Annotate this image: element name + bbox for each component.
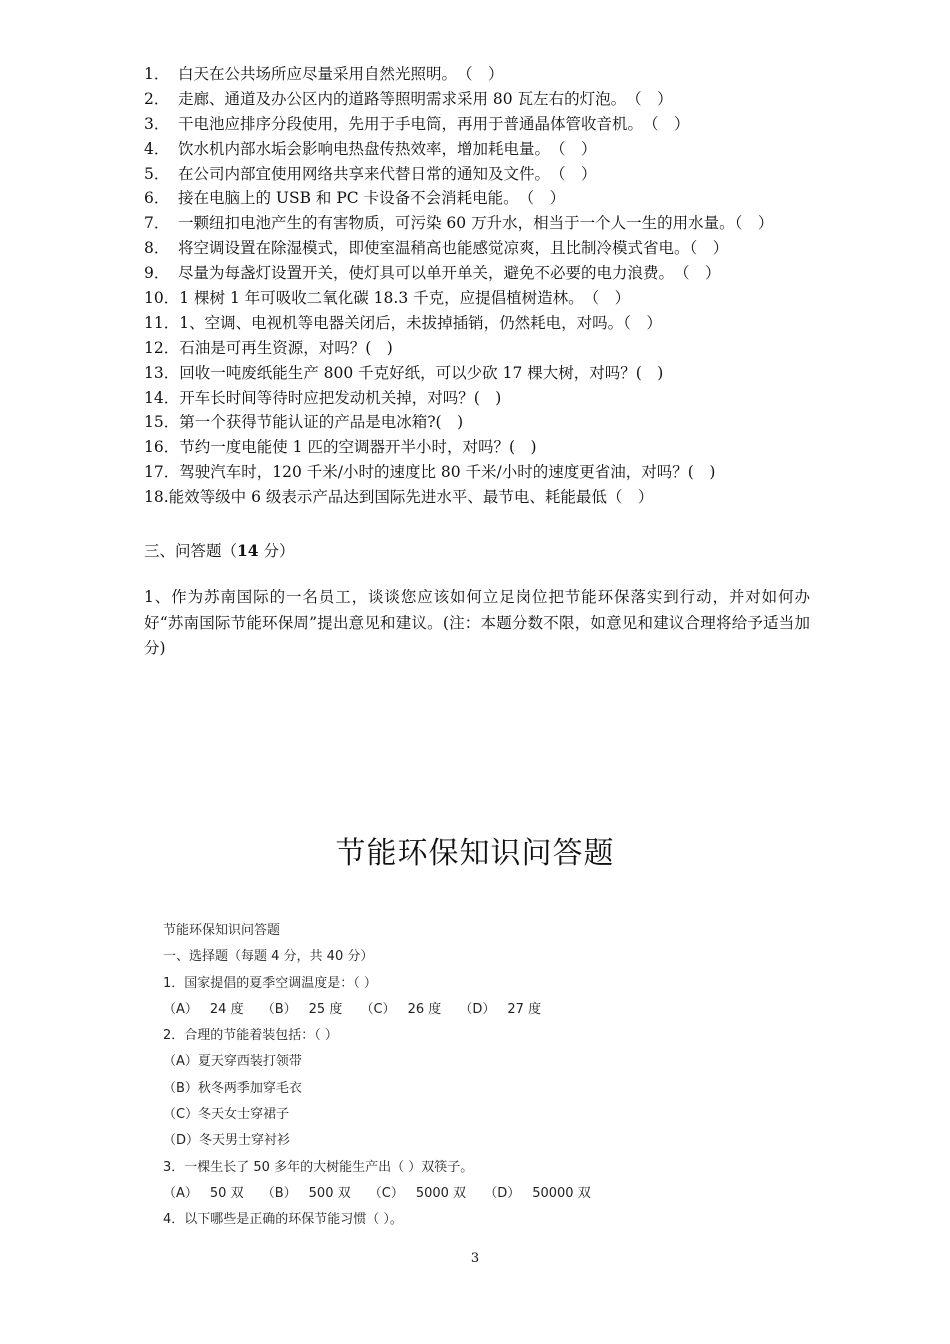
list-item: [144, 162, 824, 187]
question-2-option-b: （B）秋冬两季加穿毛衣: [163, 1080, 302, 1096]
item-text: 开车长时间等待时应把发动机关掉，对吗？( ): [179, 388, 502, 407]
list-item: [144, 87, 824, 112]
item-text: 白天在公共场所应尽量采用自然光照明。 （ ）: [178, 65, 504, 83]
option-a: （A） 50 双: [163, 1185, 244, 1201]
essay-question: 1、作为苏南国际的一名员工，谈谈您应该如何立足岗位把节能环保落实到行动，并对如何办好“苏南国际节能环保周”提出意见和建议。(注：本题分数不限，如意见和建议合理将给予适当加分): [144, 588, 810, 657]
list-item: [144, 236, 824, 261]
item-text: 节约一度电能使 1 匹的空调器开半小时，对吗？( ): [179, 438, 537, 457]
question-3-options: [163, 1181, 803, 1207]
section-3-points: 14: [237, 541, 259, 560]
item-number: 14．: [144, 388, 180, 407]
list-item: [144, 137, 824, 162]
list-item: [144, 311, 824, 336]
item-text: 能效等级中 6 级表示产品达到国际先进水平、最节电、耗能最低（ ）: [168, 488, 654, 507]
list-item: [144, 435, 824, 460]
item-number: 13．: [144, 363, 180, 382]
list-item: [144, 336, 824, 361]
page-number: 3: [470, 1251, 480, 1266]
list-item: [144, 261, 824, 286]
option-a: （A） 24 度: [163, 1001, 244, 1017]
item-number: 9．: [144, 264, 170, 283]
item-text: 尽量为每盏灯设置开关，使灯具可以单开单关，避免不必要的电力浪费。 （ ）: [178, 264, 721, 283]
item-number: 16．: [144, 438, 180, 457]
question-2-option-d: （D）冬天男士穿衬衫: [163, 1133, 291, 1149]
list-item: [144, 410, 824, 435]
item-number: 17．: [144, 463, 180, 482]
list-item: [144, 361, 824, 386]
item-text: 干电池应排序分段使用，先用于手电筒，再用于普通晶体管收音机。 （ ）: [178, 114, 690, 133]
option-c: （C） 5000 双: [368, 1185, 467, 1201]
list-item: [144, 211, 824, 236]
item-number: 7．: [144, 214, 170, 233]
item-text: 驾驶汽车时，120 千米/小时的速度比 80 千米/小时的速度更省油，对吗？( ): [179, 463, 716, 482]
question-1: 1．国家提倡的夏季空调温度是：（ ）: [163, 975, 377, 991]
section-3-suffix: 分）: [258, 542, 295, 560]
section-3-label: 三、问答题（: [144, 542, 238, 560]
item-text: 回收一吨废纸能生产 800 千克好纸，可以少砍 17 棵大树，对吗？( ): [179, 363, 664, 382]
item-text: 1、空调、电视机等电器关闭后，未拔掉插销，仍然耗电，对吗。（ ）: [179, 313, 662, 332]
item-text: 接在电脑上的 USB 和 PC 卡设备不会消耗电能。 （ ）: [178, 189, 566, 208]
list-item: [144, 386, 824, 411]
item-text: 在公司内部宜使用网络共享来代替日常的通知及文件。 （ ）: [178, 164, 597, 183]
option-d: （D） 50000 双: [484, 1185, 591, 1201]
item-text: 一颗纽扣电池产生的有害物质，可污染 60 万升水，相当于一个人一生的用水量。（ ）: [178, 214, 774, 233]
list-item: [144, 186, 824, 211]
question-4: 4．以下哪些是正确的环保节能习惯（ ）。: [163, 1212, 403, 1228]
section-3-heading: [144, 539, 295, 561]
item-number: 11．: [144, 313, 180, 332]
item-number: 4．: [144, 139, 170, 158]
true-false-list: [144, 62, 824, 510]
question-2-option-a: （A）夏天穿西装打领带: [163, 1054, 302, 1070]
item-text: 石油是可再生资源，对吗？( ): [179, 338, 393, 357]
item-number: 12．: [144, 338, 180, 357]
item-number: 5．: [144, 164, 170, 183]
option-c: （C） 26 度: [360, 1001, 442, 1017]
page-title: 节能环保知识问答题: [335, 836, 615, 871]
item-number: 8．: [144, 239, 170, 258]
item-text: 1 棵树 1 年可吸收二氧化碳 18.3 千克，应提倡植树造林。 （ ）: [179, 289, 631, 308]
question-3: 3．一棵生长了 50 多年的大树能生产出（ ）双筷子。: [163, 1159, 474, 1175]
list-item: [144, 62, 824, 87]
item-number: 3．: [144, 114, 170, 133]
option-b: （B） 500 双: [261, 1185, 351, 1201]
question-1-options: [163, 997, 803, 1023]
option-d: （D） 27 度: [459, 1001, 542, 1017]
quiz-subtitle: 节能环保知识问答题: [163, 923, 281, 938]
option-b: （B） 25 度: [261, 1001, 343, 1017]
list-item: [144, 286, 824, 311]
item-text: 走廊、通道及办公区内的道路等照明需求采用 80 瓦左右的灯泡。 （ ）: [178, 89, 673, 108]
item-text: 饮水机内部水垢会影响电热盘传热效率，增加耗电量。 （ ）: [178, 139, 597, 158]
item-number: 10．: [144, 289, 180, 308]
list-item: [144, 460, 824, 485]
list-item: [144, 485, 824, 510]
item-text: 第一个获得节能认证的产品是电冰箱?( ): [179, 413, 464, 432]
item-number: 1．: [144, 65, 170, 83]
quiz-section: [163, 918, 803, 1234]
item-number: 6．: [144, 189, 170, 208]
item-number: 18.: [144, 488, 169, 507]
question-2: 2．合理的节能着装包括：（ ）: [163, 1028, 338, 1044]
item-number: 15．: [144, 413, 180, 432]
item-number: 2．: [144, 89, 170, 108]
question-2-option-c: （C）冬天女士穿裙子: [163, 1107, 290, 1123]
item-text: 将空调设置在除湿模式，即使室温稍高也能感觉凉爽，且比制冷模式省电。（ ）: [178, 239, 729, 258]
section-1-heading: 一、选择题（每题 4 分，共 40 分）: [163, 949, 374, 965]
list-item: [144, 112, 824, 137]
